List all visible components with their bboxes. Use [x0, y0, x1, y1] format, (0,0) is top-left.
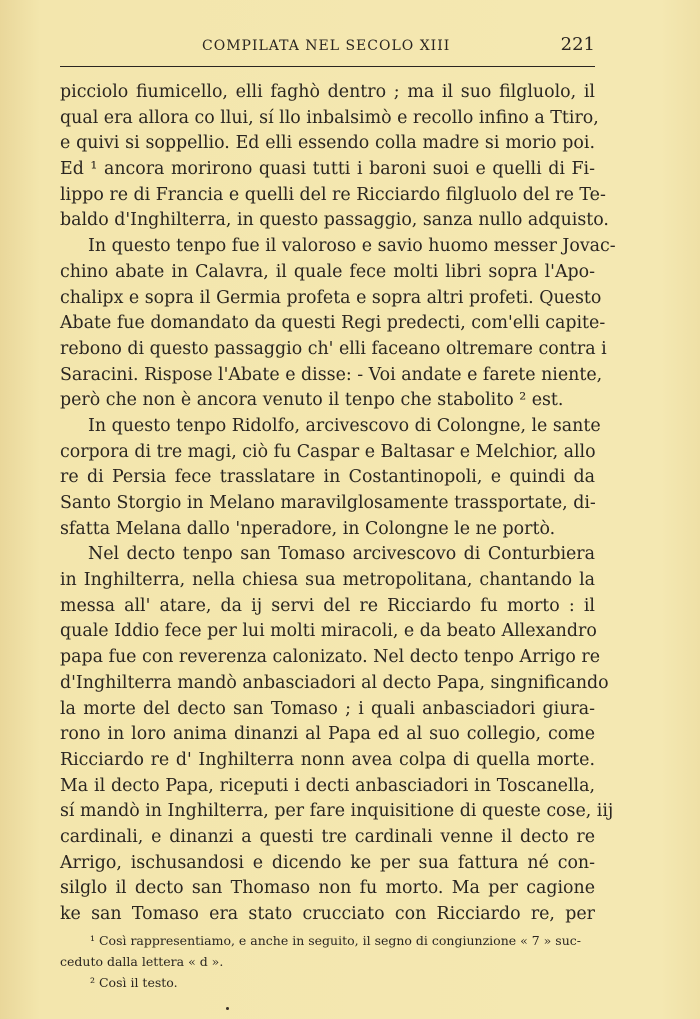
text-line: quale Iddio fece per lui molti miracoli, e da beato Allexandro	[60, 621, 597, 642]
text-line: ke san Tomaso era stato crucciato con Ricciardo re, per	[60, 904, 595, 924]
footnote-1-continued: ceduto dalla lettera « d ».	[60, 954, 224, 969]
footnote-1: ¹ Così rappresentiamo, e anche in seguito, il segno di congiunzione « 7 » suc-	[90, 933, 581, 948]
text-line: corpora di tre magi, ciò fu Caspar e Baltasar e Melchior, allo	[60, 441, 596, 462]
text-line: d'Inghilterra mandò anbasciadori al decto Papa, singnificando	[60, 672, 609, 693]
text-line: In questo tenpo fue il valoroso e savio huomo messer Jovac-	[88, 236, 616, 257]
text-line: In questo tenpo Ridolfo, arcivescovo di Colongne, le sante	[88, 415, 601, 436]
text-line: Santo Storgio in Melano maravilglosamente trassportate, di-	[60, 493, 596, 513]
text-line: però che non è ancora venuto il tenpo che stabolito ² est.	[60, 390, 564, 411]
footnote-2: ² Così il testo.	[90, 975, 178, 990]
text-line: silglo il decto san Thomaso non fu morto. Ma per cagione	[60, 878, 595, 899]
text-line: picciolo fiumicello, elli faghò dentro ; ma il suo filgluolo, il	[60, 82, 595, 102]
text-line: Ed ¹ ancora morirono quasi tutti i baroni suoi e quelli di Fi-	[60, 159, 595, 180]
text-line: Saracini. Rispose l'Abate e disse: - Voi andate e farete niente,	[60, 364, 603, 385]
page-header	[60, 34, 595, 58]
text-line: re di Persia fece trasslatare in Costantinopoli, e quindi da	[60, 467, 595, 488]
page-number: 221	[560, 34, 595, 55]
text-line: rebono di questo passaggio ch' elli faceano oltremare contra i	[60, 338, 607, 359]
header-rule	[60, 66, 595, 67]
text-line: chalipx e sopra il Germia profeta e sopra altri profeti. Questo	[60, 287, 602, 308]
running-title: COMPILATA NEL SECOLO XIII	[202, 38, 451, 54]
text-line: la morte del decto san Tomaso ; i quali anbasciadori giura-	[60, 698, 595, 719]
text-line: messa all' atare, da ij servi del re Ricciardo fu morto : il	[60, 595, 595, 616]
text-line: Nel decto tenpo san Tomaso arcivescovo di Conturbiera	[88, 544, 595, 565]
text-line: qual era allora co llui, sí llo inbalsimò e recollo infino a Ttiro,	[60, 107, 599, 128]
text-line: Arrigo, ischusandosi e dicendo ke per sua fattura né con-	[60, 852, 595, 873]
text-line: papa fue con reverenza calonizato. Nel decto tenpo Arrigo re	[60, 647, 600, 668]
text-line: sí mandò in Inghilterra, per fare inquisitione di queste cose, iij	[60, 801, 614, 822]
text-line: sfatta Melana dallo 'nperadore, in Colongne le ne portò.	[60, 518, 556, 539]
text-line: Ricciardo re d' Inghilterra nonn avea colpa di quella morte.	[60, 749, 595, 770]
page-speck	[226, 1007, 229, 1010]
text-line: lippo re di Francia e quelli del re Ricciardo filgluolo del re Te-	[60, 184, 606, 205]
text-line: baldo d'Inghilterra, in questo passaggio, sanza nullo adquisto.	[60, 210, 609, 231]
body-text	[60, 80, 616, 928]
text-line: Abate fue domandato da questi Regi predecti, com'elli capite-	[60, 313, 606, 334]
text-line: chino abate in Calavra, il quale fece molti libri sopra l'Apo-	[60, 261, 595, 282]
footnotes	[60, 930, 595, 993]
text-line: rono in loro anima dinanzi al Papa ed al suo collegio, come	[60, 724, 595, 745]
text-line: e quivi si soppellio. Ed elli essendo colla madre si morio poi.	[60, 133, 595, 154]
text-line: in Inghilterra, nella chiesa sua metropolitana, chantando la	[60, 570, 595, 591]
text-line: cardinali, e dinanzi a questi tre cardinali venne il decto re	[60, 826, 595, 847]
text-line: Ma il decto Papa, riceputi i decti anbasciadori in Toscanella,	[60, 775, 595, 796]
